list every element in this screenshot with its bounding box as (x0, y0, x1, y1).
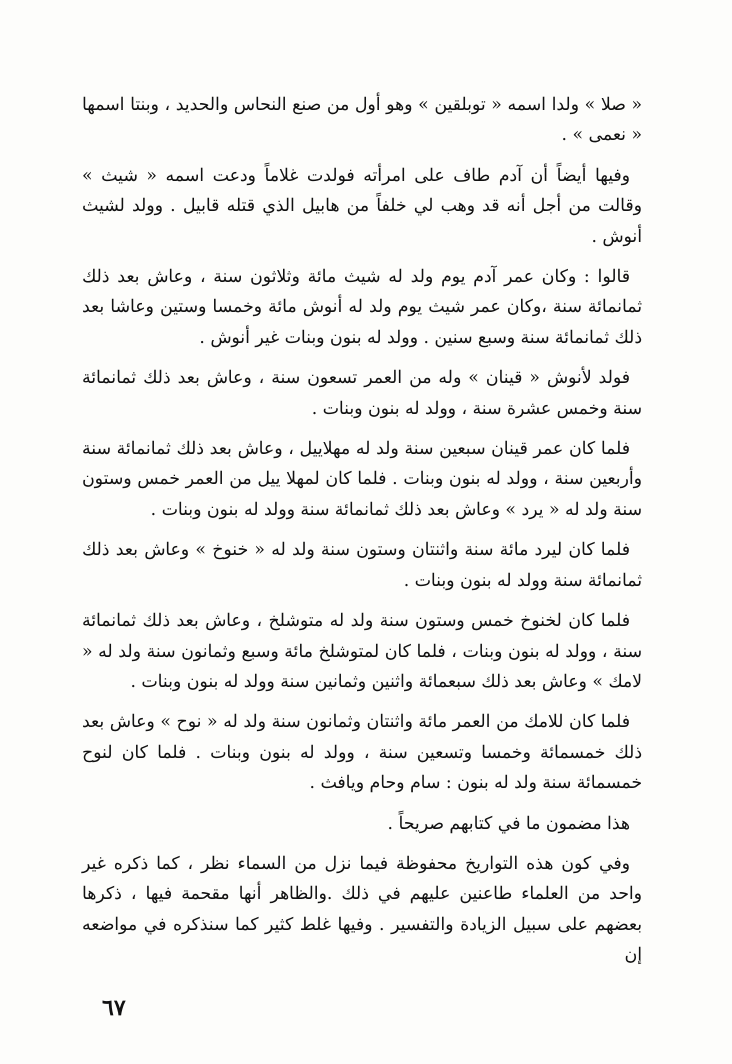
paragraph: هذا مضمون ما في كتابهم صريحاً . (387, 813, 630, 834)
paragraph: فولد لأنوش « قينان » وله من العمر تسعون سنة ، وعاش بعد ذلك ثمانمائة سنة وخمس عشرة سنة ، وولد له بنون وبنات . (82, 368, 642, 419)
paragraph: فلما كان عمر قينان سبعين سنة ولد له مهلاييل ، وعاش بعد ذلك ثمانمائة سنة وأربعين سنة ، وولد له بنون وبنات . فلما كان لمهلا ييل من العمر خمس وستون سنة ولد له « يرد » وعاش بعد ذلك ثمانمائة سنة وولد له بنون وبنات . (82, 439, 642, 520)
page-body-text (82, 90, 642, 981)
paragraph: قالوا : وكان عمر آدم يوم ولد له شيث مائة وثلاثون سنة ، وعاش بعد ذلك ثمانمائة سنة ،وكان عمر شيث يوم ولد له أنوش مائة وخمسا وستين وعاشا بعد ذلك ثمانمائة سنة وسبع سنين . وولد له بنون وبنات غير أنوش . (82, 267, 642, 348)
paragraph: فلما كان للامك من العمر مائة واثنتان وثمانون سنة ولد له « نوح » وعاش بعد ذلك خمسمائة وخمسا وتسعين سنة ، وولد له بنون وبنات . فلما كان لنوح خمسمائة سنة ولد له بنون : سام وحام ويافث . (82, 712, 642, 794)
paragraph: « صلا » ولدا اسمه « توبلقين » وهو أول من صنع النحاس والحديد ، وبنتا اسمها « نعمى » . (82, 95, 642, 146)
paragraph: وفيها أيضاً أن آدم طاف على امرأته فولدت غلاماً ودعت اسمه « شيث » وقالت من أجل أنه قد وهب لي خلفاً من هابيل الذي قتله قابيل . وولد لشيث أنوش . (82, 165, 642, 247)
paragraph: وفي كون هذه التواريخ محفوظة فيما نزل من السماء نظر ، كما ذكره غير واحد من العلماء طاعنين عليهم في ذلك .والظاهر أنها مقحمة فيها ، ذكرها بعضهم على سبيل الزيادة والتفسير . وفيها غلط كثير كما سنذكره في مواضعه إن (82, 853, 642, 966)
paragraph: فلما كان ليرد مائة سنة واثنتان وستون سنة ولد له « خنوخ » وعاش بعد ذلك ثمانمائة سنة وولد له بنون وبنات . (82, 540, 642, 591)
paragraph: فلما كان لخنوخ خمس وستون سنة ولد له متوشلخ ، وعاش بعد ذلك ثمانمائة سنة ، وولد له بنون وبنات ، فلما كان لمتوشلخ مائة وسبع وثمانون سنة ولد له « لامك » وعاش بعد ذلك سبعمائة واثنين وثمانين سنة وولد له بنون وبنات . (82, 611, 642, 692)
page-number: ٦٧ (102, 995, 126, 1021)
